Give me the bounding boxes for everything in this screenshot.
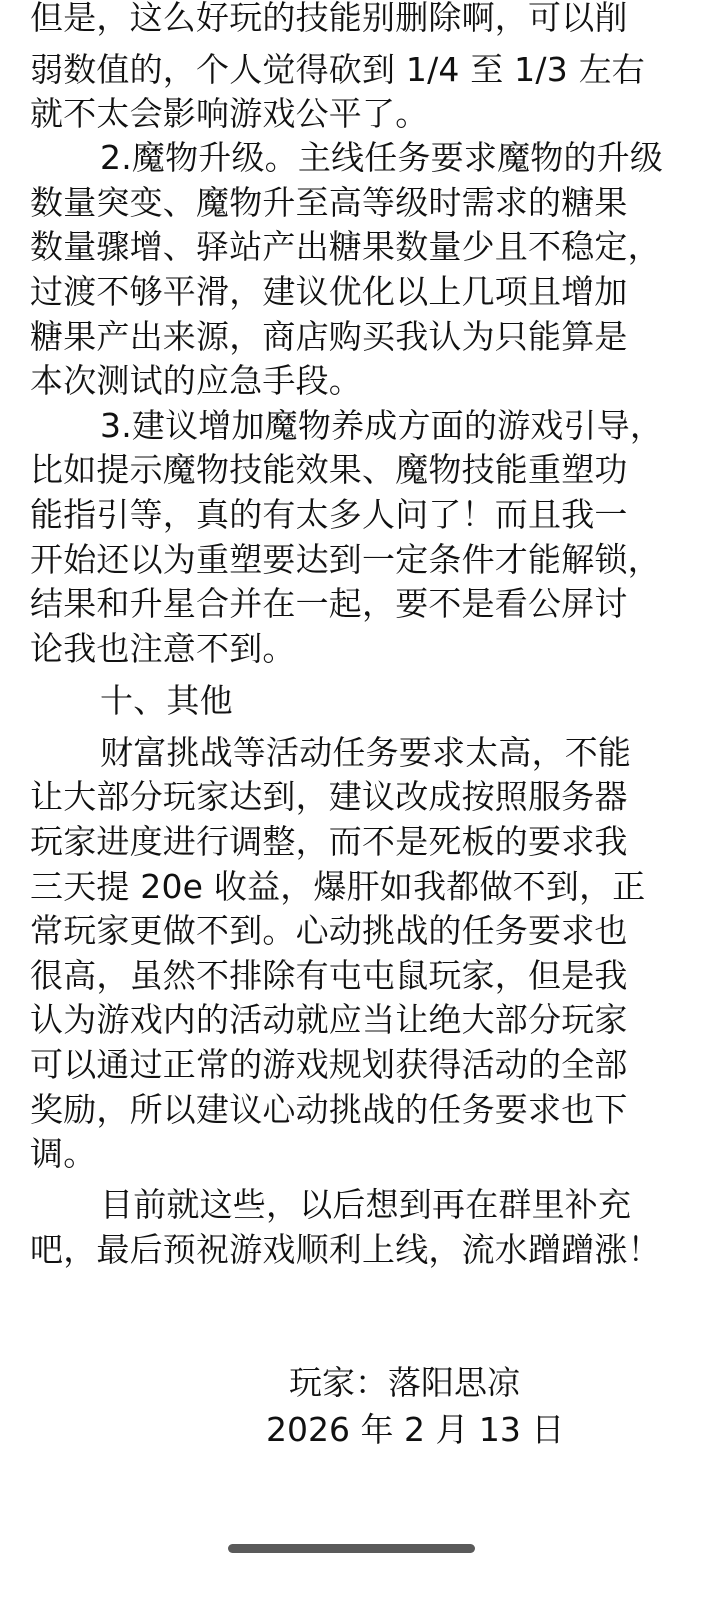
text-line: 吧，最后预祝游戏顺利上线，流水蹭蹭涨！ (30, 1230, 661, 1269)
text-line: 比如提示魔物技能效果、魔物技能重塑功 (30, 450, 628, 489)
text-line: 财富挑战等活动任务要求太高，不能 (100, 733, 632, 772)
home-indicator[interactable] (228, 1544, 475, 1553)
signature-player: 玩家：落阳思凉 (289, 1363, 520, 1402)
text-line: 但是，这么好玩的技能别删除啊，可以削 (30, 0, 628, 37)
text-line: 数量骤增、驿站产出糖果数量少且不稳定， (30, 227, 661, 266)
signature-date: 2026 年 2 月 13 日 (266, 1410, 565, 1449)
text-line: 认为游戏内的活动就应当让绝大部分玩家 (30, 1000, 628, 1039)
text-line: 开始还以为重塑要达到一定条件才能解锁， (30, 540, 661, 579)
text-line: 过渡不够平滑，建议优化以上几项且增加 (30, 272, 628, 311)
text-line: 糖果产出来源，商店购买我认为只能算是 (30, 317, 628, 356)
text-line: 本次测试的应急手段。 (30, 361, 362, 400)
text-line: 论我也注意不到。 (30, 629, 296, 668)
text-line: 2.魔物升级。主线任务要求魔物的升级 (100, 138, 664, 177)
text-line: 很高，虽然不排除有屯屯鼠玩家，但是我 (30, 956, 628, 995)
text-line: 弱数值的，个人觉得砍到 1/4 至 1/3 左右 (30, 50, 645, 89)
text-line: 调。 (30, 1134, 97, 1173)
text-line: 结果和升星合并在一起，要不是看公屏讨 (30, 584, 628, 623)
text-line: 可以通过正常的游戏规划获得活动的全部 (30, 1045, 628, 1084)
text-line: 目前就这些，以后想到再在群里补充 (100, 1185, 632, 1224)
text-line: 常玩家更做不到。心动挑战的任务要求也 (30, 911, 628, 950)
text-line: 奖励，所以建议心动挑战的任务要求也下 (30, 1090, 628, 1129)
text-line: 就不太会影响游戏公平了。 (30, 94, 429, 133)
text-line: 数量突变、魔物升至高等级时需求的糖果 (30, 183, 628, 222)
text-line: 玩家进度进行调整，而不是死板的要求我 (30, 822, 628, 861)
text-line: 让大部分玩家达到，建议改成按照服务器 (30, 777, 628, 816)
text-line: 3.建议增加魔物养成方面的游戏引导， (100, 406, 664, 445)
text-line: 三天提 20e 收益，爆肝如我都做不到，正 (30, 867, 646, 906)
text-line: 能指引等，真的有太多人问了！而且我一 (30, 495, 628, 534)
section-heading: 十、其他 (100, 681, 233, 720)
